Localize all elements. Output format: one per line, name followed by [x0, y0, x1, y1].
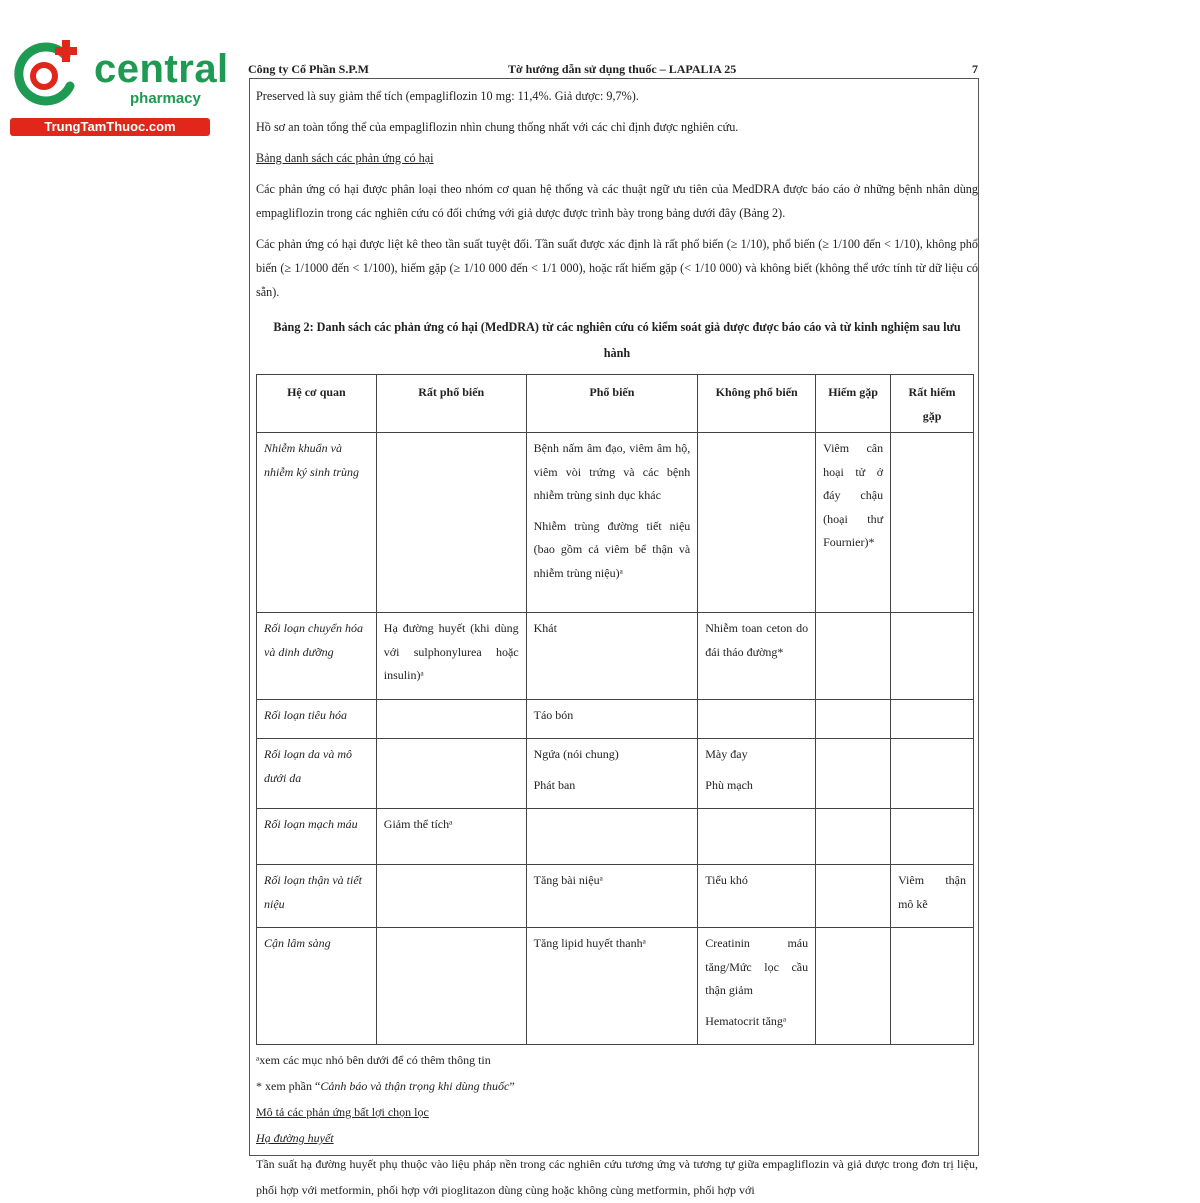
table-cell	[698, 739, 816, 809]
table-cell	[816, 865, 891, 928]
cell-text: Táo bón	[533, 707, 574, 722]
paragraph: Các phản ứng có hại được liệt kê theo tần suất tuyệt đối. Tần suất được xác định là rất phổ biến (≥ 1/10), phổ biến (≥ 1/100 đến < 1/10), không phổ biến (≥ 1/1000 đến < 1/100), hiếm gặp (≥ 1/10 000 đến < 1/1 000), hoặc rất hiếm gặp (< 1/10 000) và không biết (không thể ước tính từ dữ liệu có sẵn).	[256, 237, 978, 299]
table-cell	[376, 699, 526, 739]
page-header	[248, 60, 984, 80]
table-cell	[816, 809, 891, 865]
adverse-reactions-table	[256, 374, 974, 1045]
cell-text: Tiểu khó	[705, 873, 748, 887]
table-cell	[698, 613, 816, 700]
table-cell	[891, 809, 974, 865]
section-heading: Bảng danh sách các phản ứng có hại	[256, 151, 434, 165]
table-cell	[816, 433, 891, 613]
table-cell	[891, 928, 974, 1045]
central-pharmacy-logo-icon	[10, 38, 82, 110]
cell-text: Tăng bài niệuᵃ	[533, 873, 603, 887]
table-row	[257, 928, 974, 1045]
subsection-heading: Hạ đường huyết	[256, 1131, 334, 1145]
table-cell	[376, 433, 526, 613]
cell-text: Khát	[533, 621, 557, 635]
cell-text: Phù mạch	[705, 777, 753, 792]
paragraph: Hồ sơ an toàn tổng thể của empagliflozin nhìn chung thống nhất với các chỉ định được nghiên cứu.	[256, 120, 739, 134]
table-row	[257, 809, 974, 865]
table-row	[257, 739, 974, 809]
table-cell	[698, 809, 816, 865]
cell-text: Nhiễm trùng đường tiết niệu (bao gồm cả viêm bể thận và nhiễm trùng niệu)ᵃ	[533, 518, 691, 580]
table-cell	[698, 433, 816, 613]
organ-class-cell: Nhiễm khuẩn và nhiễm ký sinh trùng	[257, 433, 377, 613]
column-header: Hệ cơ quan	[257, 375, 377, 433]
table-cell	[891, 613, 974, 700]
paragraph: Các phản ứng có hại được phân loại theo nhóm cơ quan hệ thống và các thuật ngữ ưu tiên của MedDRA được báo cáo ở những bệnh nhân dùng empagliflozin trong các nghiên cứu có đối chứng với giả dược được trình bày trong bảng dưới đây (Bảng 2).	[256, 182, 978, 220]
table-cell	[376, 809, 526, 865]
column-header: Hiếm gặp	[816, 375, 891, 433]
organ-class-cell: Rối loạn da và mô dưới da	[257, 739, 377, 809]
cell-text: Hematocrit tăngᵃ	[705, 1013, 787, 1028]
table-cell	[698, 928, 816, 1045]
table-row	[257, 865, 974, 928]
paragraph: Preserved là suy giảm thể tích (empagliflozin 10 mg: 11,4%. Giả dược: 9,7%).	[256, 89, 639, 103]
organ-class-cell: Rối loạn tiêu hóa	[257, 699, 377, 739]
table-cell	[376, 739, 526, 809]
column-header: Rất hiếm gặp	[891, 375, 974, 433]
table-caption: Bảng 2: Danh sách các phản ứng có hại (MedDRA) từ các nghiên cứu có kiểm soát giả dược được báo cáo và từ kinh nghiệm sau lưu hành	[273, 320, 961, 360]
cell-text: Ngứa (nói chung)	[533, 747, 619, 761]
cell-text: Bệnh nấm âm đạo, viêm âm hộ, viêm vòi trứng và các bệnh nhiễm trùng sinh dục khác	[533, 441, 691, 502]
footnote-section-ref: Cảnh báo và thận trọng khi dùng thuốc	[320, 1079, 510, 1093]
cell-text: Viêm cân hoại tử ở đáy chậu (hoại thư Fournier)*	[823, 441, 884, 549]
cell-text: Tăng lipid huyết thanhᵃ	[533, 936, 646, 950]
logo-name: central	[94, 47, 229, 91]
table-cell	[526, 865, 698, 928]
table-cell	[526, 739, 698, 809]
table-cell	[376, 613, 526, 700]
organ-class-cell: Rối loạn thận và tiết niệu	[257, 865, 377, 928]
organ-class-cell: Cận lâm sàng	[257, 928, 377, 1045]
cell-text: Mày đay	[705, 747, 748, 761]
table-cell	[526, 699, 698, 739]
cell-text: Nhiễm toan ceton do đái tháo đường*	[705, 621, 809, 659]
footnotes	[256, 1047, 978, 1203]
footnote-prefix: * xem phần “	[256, 1079, 321, 1093]
cell-text: Hạ đường huyết (khi dùng với sulphonylurea hoặc insulin)ᵃ	[383, 621, 519, 682]
table-cell	[891, 433, 974, 613]
document-title: Tờ hướng dẫn sử dụng thuốc – LAPALIA 25	[508, 62, 737, 76]
cell-text: Phát ban	[533, 777, 576, 792]
cell-text: Viêm thận mô kẽ	[898, 873, 966, 911]
cell-text: Creatinin máu tăng/Mức lọc cầu thận giảm	[705, 936, 809, 997]
table-cell	[891, 739, 974, 809]
organ-class-cell: Rối loạn chuyển hóa và dinh dưỡng	[257, 613, 377, 700]
table-cell	[816, 613, 891, 700]
company-name: Công ty Cổ Phần S.P.M	[248, 62, 369, 76]
table-cell	[891, 699, 974, 739]
table-cell	[526, 809, 698, 865]
table-cell	[816, 928, 891, 1045]
logo-subtitle: pharmacy	[130, 90, 201, 107]
table-cell	[376, 928, 526, 1045]
paragraph: Tần suất hạ đường huyết phụ thuộc vào liệu pháp nền trong các nghiên cứu tương ứng và tương tự giữa empagliflozin và giả dược trong đơn trị liệu, phối hợp với metformin, phối hợp với pioglitazon dùng cùng hoặc không cùng metformin, phối hợp với	[256, 1157, 978, 1197]
column-header: Rất phổ biến	[376, 375, 526, 433]
table-cell	[816, 739, 891, 809]
table-cell	[891, 865, 974, 928]
table-cell	[376, 865, 526, 928]
table-cell	[698, 699, 816, 739]
table-cell	[526, 613, 698, 700]
footnote: ᵃxem các mục nhỏ bên dưới để có thêm thông tin	[256, 1053, 491, 1067]
footnote	[256, 1073, 978, 1099]
table-row	[257, 613, 974, 700]
table-cell	[816, 699, 891, 739]
cell-text: Giảm thể tíchᵃ	[383, 817, 453, 831]
table-row	[257, 699, 974, 739]
section-heading: Mô tả các phản ứng bất lợi chọn lọc	[256, 1105, 429, 1119]
document-body	[256, 84, 978, 1203]
table-row	[257, 433, 974, 613]
column-header: Phổ biến	[526, 375, 698, 433]
column-header: Không phổ biến	[698, 375, 816, 433]
table-cell	[526, 928, 698, 1045]
document-page	[248, 60, 984, 80]
table-header-row	[257, 375, 974, 433]
table-cell	[526, 433, 698, 613]
page-number: 7	[972, 62, 978, 76]
pharmacy-logo	[10, 36, 229, 140]
table-cell	[698, 865, 816, 928]
organ-class-cell: Rối loạn mạch máu	[257, 809, 377, 865]
logo-url-banner: TrungTamThuoc.com	[10, 118, 210, 136]
footnote-suffix: ”	[509, 1079, 515, 1093]
